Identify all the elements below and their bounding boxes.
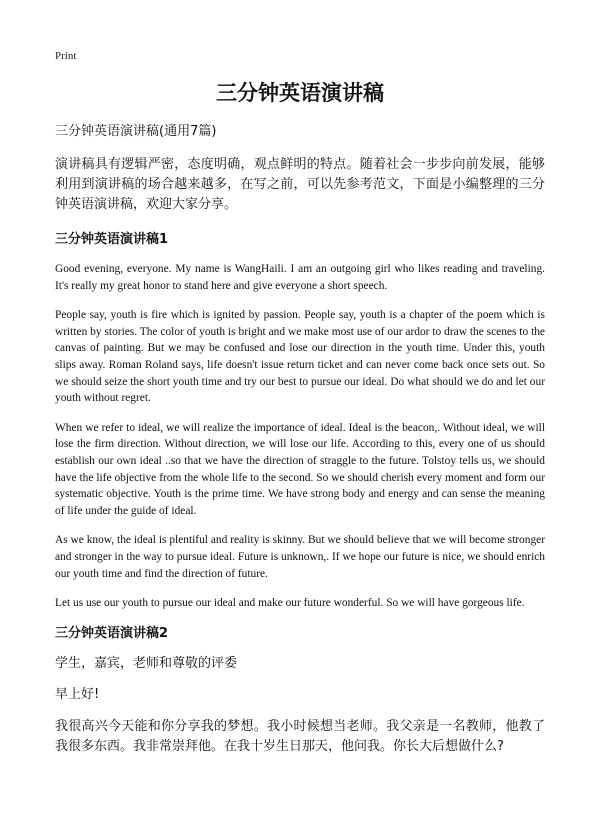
section-2-heading: 三分钟英语演讲稿2 xyxy=(55,625,169,641)
section-1-paragraph-2: People say, youth is fire which is ignited by passion. People say, youth is a chapter of the poem which is written by stories. The color of youth is bright and we make most use of our ardor to draw the scenes to the canvas of painting. But we may be confused and lose our direction in the youth time. Under this, youth slips away. Roman Roland says, life doesn't issue return ticket and can never come back once sets out. So we should seize the short youth time and try our best to pursue our ideal. Do what should we do and let our youth without regret. xyxy=(55,309,545,405)
section-2 xyxy=(55,625,545,757)
section-2-salutation: 学生，嘉宾，老师和尊敬的评委 xyxy=(55,655,238,671)
section-1-paragraph-5: Let us use our youth to pursue our ideal and make our future wonderful. So we will have gorgeous life. xyxy=(55,597,525,610)
section-1 xyxy=(55,231,545,612)
document-page xyxy=(55,46,545,757)
intro-paragraph: 演讲稿具有逻辑严密，态度明确，观点鲜明的特点。随着社会一步步向前发展，能够利用到演讲稿的场合越来越多，在写之前，可以先参考范文，下面是小编整理的三分钟英语演讲稿，欢迎大家分享。 xyxy=(55,157,545,212)
section-2-paragraph: 我很高兴今天能和你分享我的梦想。我小时候想当老师。我父亲是一名教师，他教了我很多东西。我非常崇拜他。在我十岁生日那天，他问我。你长大后想做什么? xyxy=(55,718,545,754)
document-subtitle: 三分钟英语演讲稿(通用7篇) xyxy=(55,124,217,139)
section-1-paragraph-3: When we refer to ideal, we will realize the importance of ideal. Ideal is the beacon,. Without ideal, we will lose the firm direction. Without direction, we will lose our life. According to this, every one of us should establish our own ideal ..so that we have the direction of straggle to the future. Tolstoy tells us, we should have the life objective from the whole life to the second. So we should cherish every moment and form our systematic objective. Youth is the prime time. We have strong body and energy and can sense the meaning of life under the guide of ideal. xyxy=(55,421,545,517)
page-title: 三分钟英语演讲稿 xyxy=(216,81,384,105)
section-1-paragraph-4: As we know, the ideal is plentiful and reality is skinny. But we should believe that we will become stronger and stronger in the way to pursue ideal. Future is unknown,. If we hope our future is nice, we should enrich our youth time and find the direction of future. xyxy=(55,534,545,580)
section-1-heading: 三分钟英语演讲稿1 xyxy=(55,232,169,247)
section-2-greeting: 早上好! xyxy=(55,686,100,702)
section-1-paragraph-1: Good evening, everyone. My name is WangHaili. I am an outgoing girl who likes reading and traveling. It's really my great honor to stand here and give everyone a short speech. xyxy=(55,263,545,292)
print-link[interactable]: Print xyxy=(55,50,77,62)
